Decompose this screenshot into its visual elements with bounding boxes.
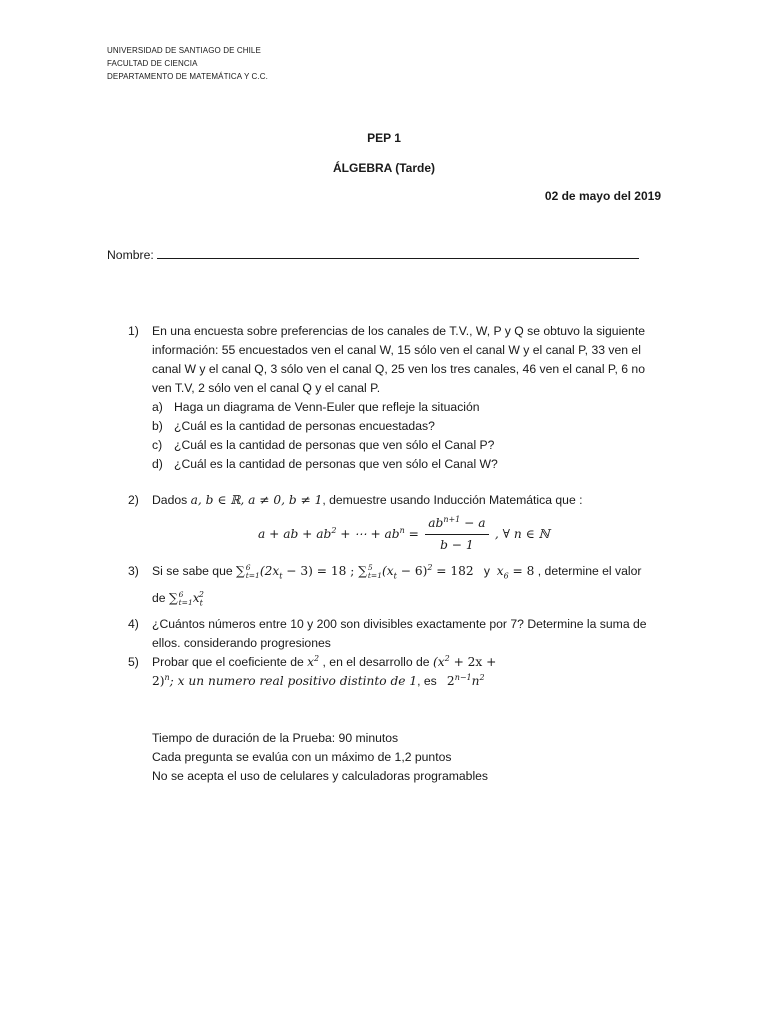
- q3-line2: de ∑ 6 t=1 $x_t^2$: [152, 589, 204, 608]
- q4-number: 4): [128, 617, 139, 631]
- q5-line2: 2)$^n$; x un numero real positivo distinto de 1, es $2^{n-1}n^2$: [152, 672, 485, 688]
- q2-fraction: $\frac{ab^{n+1} - a}{b - 1}$: [425, 514, 488, 555]
- q2-statement: Dados a, b ∈ ℝ, a ≠ 0, b ≠ 1, demuestre usando Inducción Matemática que :: [152, 493, 583, 507]
- sum-symbol-1: ∑ 6 t=1: [236, 562, 260, 580]
- q3-line1: Si se sabe que ∑ 6 t=1 $(2x_t - 3) = 18$ ; ∑ 5 t=1 $(x_t - 6)^2 = 182$ y $x_6 = 8$ , determine el valor: [152, 562, 642, 581]
- note-scoring: Cada pregunta se evalúa con un máximo de 1,2 puntos: [152, 750, 452, 764]
- header-department: DEPARTAMENTO DE MATEMÁTICA Y C.C.: [107, 72, 268, 81]
- q5-line1: Probar que el coeficiente de $x^2$ , en el desarrollo de ($x^2 + 2x$ +: [152, 653, 497, 669]
- q1-item-a: a) Haga un diagrama de Venn-Euler que refleje la situación: [152, 400, 480, 414]
- name-field: [107, 246, 639, 265]
- q1-item-b: b) ¿Cuál es la cantidad de personas encuestadas?: [152, 419, 435, 433]
- sum-symbol-3: ∑ 6 t=1: [168, 589, 193, 607]
- name-blank-line: [157, 246, 639, 259]
- q1-text: [152, 322, 645, 398]
- note-devices: No se acepta el uso de celulares y calculadoras programables: [152, 769, 489, 783]
- exam-title: PEP 1: [367, 131, 401, 145]
- exam-notes: [152, 729, 488, 786]
- q2-number: 2): [128, 493, 139, 507]
- q1-line: información: 55 encuestados ven el canal W, 15 sólo ven el canal W y el canal P, 33 ven el: [152, 343, 641, 357]
- exam-date: 02 de mayo del 2019: [544, 189, 661, 203]
- header-faculty: FACULTAD DE CIENCIA: [107, 59, 198, 68]
- header-university: UNIVERSIDAD DE SANTIAGO DE CHILE: [107, 46, 261, 55]
- q1-line: ven T.V, 2 sólo ven el canal Q y el canal P.: [152, 381, 381, 395]
- q1-line: canal W y el canal Q, 3 sólo ven el canal Q, 25 ven los tres canales, 46 ven el canal P, 6 no: [152, 362, 645, 376]
- q1-number: 1): [128, 324, 139, 338]
- q5-number: 5): [128, 655, 139, 669]
- q1-line: En una encuesta sobre preferencias de los canales de T.V., W, P y Q se obtuvo la siguiente: [152, 324, 645, 338]
- q4-text: ¿Cuántos números entre 10 y 200 son divisibles exactamente por 7? Determine la suma de ellos. considerando progresiones: [152, 617, 647, 650]
- q1-item-d: d) ¿Cuál es la cantidad de personas que ven sólo el Canal W?: [152, 457, 498, 471]
- q2-formula: a + ab + $ab^2$ + ⋯ + $ab^n$ = $\frac{ab^{n+1} - a}{b - 1}$ , ∀ n ∈ ℕ: [258, 514, 550, 555]
- q1-items: [152, 398, 498, 474]
- note-duration: Tiempo de duración de la Prueba: 90 minutos: [152, 731, 399, 745]
- q2-condition: a, b ∈ ℝ, a ≠ 0, b ≠ 1: [190, 493, 323, 507]
- q1-item-c: c) ¿Cuál es la cantidad de personas que ven sólo el Canal P?: [152, 438, 495, 452]
- sum-symbol-2: ∑ 5 t=1: [358, 562, 382, 580]
- q3-number: 3): [128, 564, 139, 578]
- exam-subject: ÁLGEBRA (Tarde): [333, 161, 435, 175]
- name-label: Nombre:: [107, 248, 154, 262]
